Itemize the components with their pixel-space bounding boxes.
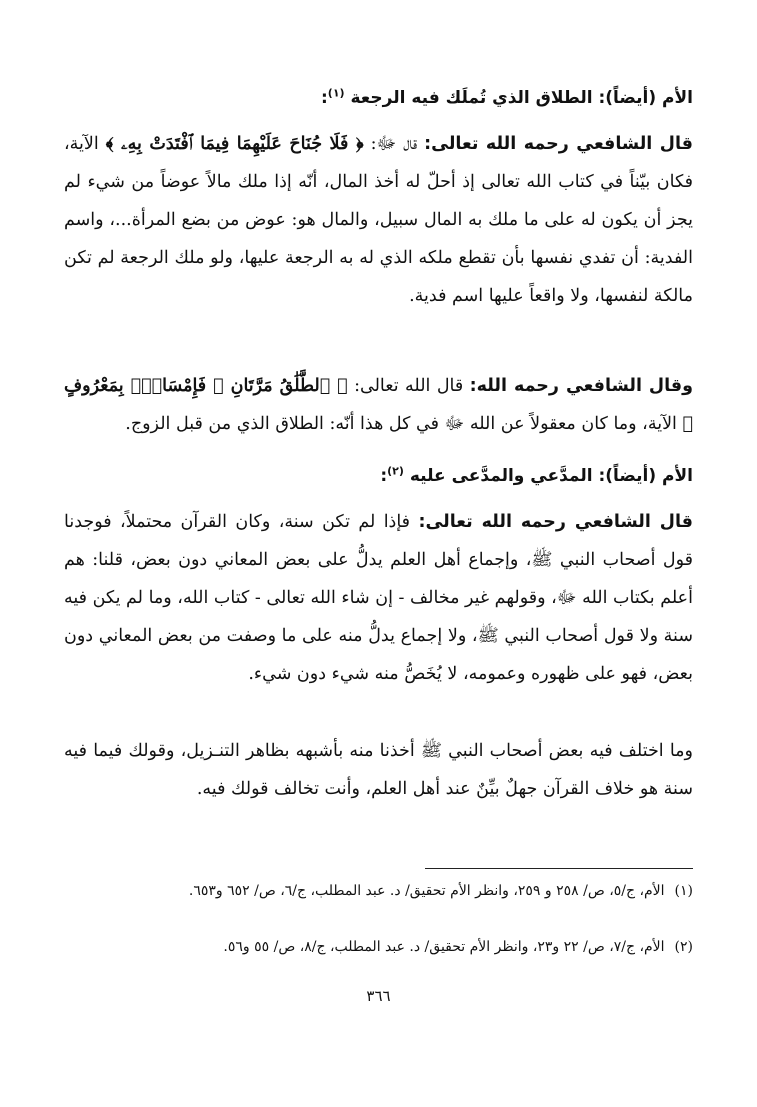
heading-text: الأم (أيضاً): المدَّعي والمدَّعى عليه — [409, 466, 693, 486]
footnote-text: الأم، ج/٥، ص/ ٢٥٨ و ٢٥٩، وانظر الأم تحقيق/ د. عبد المطلب، ج/٦، ص/ ٦٥٢ و٦٥٣. — [188, 883, 665, 899]
footnote-separator — [425, 868, 693, 869]
quran-quote: ﴿ فَلَا جُنَاحَ عَلَيْهِمَا فِيمَا ٱفْتَدَتْ بِهِۦ ﴾ — [105, 134, 364, 154]
paragraph-text: الآية، وما كان معقولاً عن الله ﷻ في كل هذا أنّه: الطلاق الذي من قبل الزوج. — [125, 414, 683, 434]
paragraph-text: الآية، فكان بيّناً في كتاب الله تعالى إذ أحلّ له أخذ المال، أنّه إذا ملك مالاً عوضاً من شيء لم يجز أن يكون له على ما ملك به المال سبيل، والمال هو: عوض من بضع المرأة...، واسم الفدية: أن تفدي نفسها بأن تقطع ملكه الذي له به الرجعة عليها، ولو ملك الرجعة لم تكن مالكة لنفسها، ولا واقعاً عليها اسم فدية. — [64, 134, 693, 306]
paragraph-3 — [64, 503, 693, 693]
footnote-ref: (٢) — [387, 464, 404, 478]
paragraph-text: فإذا لم تكن سنة، وكان القرآن محتملاً، فوجدنا قول أصحاب النبي ﷺ، وإجماع أهل العلم يدلُّ على بعض المعاني دون بعض، قلنا: هم أعلم بكتاب الله ﷻ، وقولهم غير مخالف - إن شاء الله تعالى - كتاب الله، وما لم يكن فيه سنة ولا قول أصحاب النبي ﷺ، ولا إجماع يدلُّ منه على ما وصفت من بعض المعاني دون بعض، فهو على ظهوره وعمومه، لا يُخَصُّ منه شيء دون شيء. — [64, 512, 693, 684]
paragraph-text: قال ﷻ: — [363, 134, 425, 154]
paragraph-1 — [64, 125, 693, 315]
section-heading-2: الأم (أيضاً): المدَّعي والمدَّعى عليه $^{(٢)}$: — [380, 464, 693, 486]
page-number: ٣٦٦ — [366, 987, 391, 1005]
footnote-number: (١) — [674, 883, 693, 899]
paragraph-lead: قال الشافعي رحمه الله تعالى: — [418, 512, 693, 532]
paragraph-lead: قال الشافعي رحمه الله تعالى: — [424, 134, 693, 154]
footnote-ref: (١) — [327, 86, 345, 100]
footnote-number: (٢) — [674, 939, 693, 955]
footnote-2 — [64, 934, 693, 960]
footnote-1 — [64, 878, 693, 904]
quran-quote: ﴿ ٱلطَّلَٰقُ مَرَّتَانِ ۖ فَإِمْسَاكٌۢ بِمَعْرُوفٍ ﴾ — [64, 376, 693, 434]
section-heading-1: الأم (أيضاً): الطلاق الذي تُملَك فيه الرجعة $^{(١)}$: — [320, 86, 693, 108]
paragraph-text: وما اختلف فيه بعض أصحاب النبي ﷺ أخذنا منه بأشبهه بظاهر التنـزيل، وقولك فيما فيه سنة هو خلاف القرآن جهلٌ بيِّنٌ عند أهل العلم، وأنت تخالف قولك فيه. — [64, 741, 693, 799]
paragraph-2 — [64, 367, 693, 443]
paragraph-lead: وقال الشافعي رحمه الله: — [469, 376, 694, 396]
heading-text: الأم (أيضاً): الطلاق الذي تُملَك فيه الرجعة — [350, 88, 693, 108]
paragraph-text: قال الله تعالى: — [347, 376, 470, 396]
footnote-text: الأم، ج/٧، ص/ ٢٢ و٢٣، وانظر الأم تحقيق/ د. عبد المطلب، ج/٨، ص/ ٥٥ و٥٦. — [223, 939, 665, 955]
paragraph-4 — [64, 732, 693, 808]
